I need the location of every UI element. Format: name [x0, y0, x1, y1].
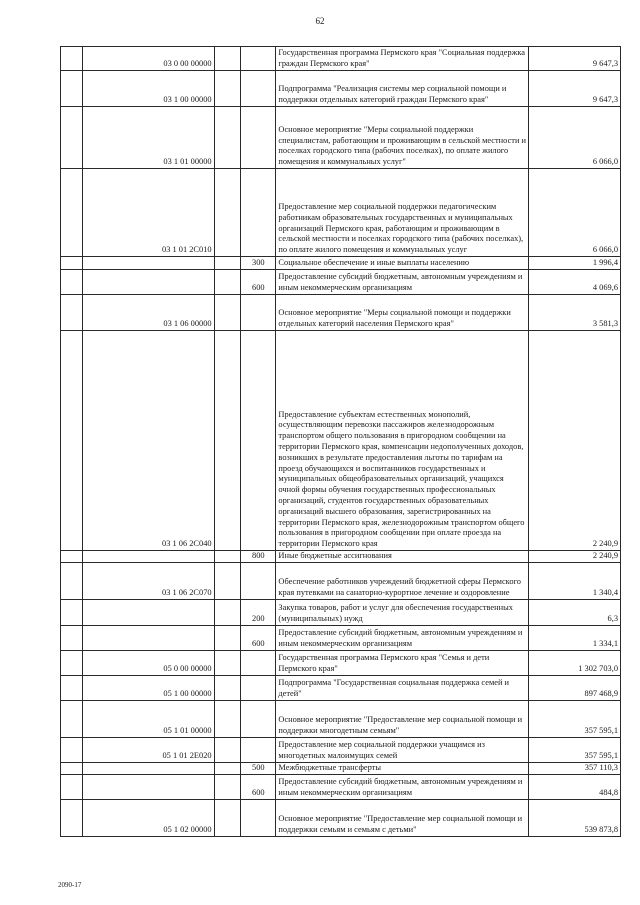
- expense-type-code: [241, 295, 276, 331]
- amount-value: 1 334,1: [529, 626, 621, 651]
- blank-cell: [214, 47, 241, 71]
- target-article-code: 03 1 06 2С070: [83, 563, 214, 600]
- amount-value: 6 066,0: [529, 169, 621, 257]
- blank-cell: [61, 331, 83, 551]
- expense-type-code: 800: [241, 551, 276, 563]
- target-article-code: [83, 270, 214, 295]
- target-article-code: 03 1 06 2С040: [83, 331, 214, 551]
- table-row: [61, 563, 621, 600]
- table-row: [61, 701, 621, 738]
- blank-cell: [61, 563, 83, 600]
- table-row: [61, 270, 621, 295]
- target-article-code: [83, 763, 214, 775]
- blank-cell: [61, 47, 83, 71]
- item-description: Основное мероприятие "Меры социальной помощи и поддержки отдельных категорий населения Пермского края": [276, 295, 529, 331]
- item-description: Предоставление мер социальной поддержки учащимся из многодетных малоимущих семей: [276, 738, 529, 763]
- amount-value: 1 996,4: [529, 257, 621, 270]
- item-description: Предоставление субъектам естественных монополий, осуществляющим перевозки пассажиров железнодорожным транспортом общего пользования в пригородном сообщении на территории Пермского края, компенсации недополученных доходов, возникших в результате предоставления льготы по тарифам на проезд обучающихся и воспитанников государственных и муниципальных общеобразовательных организаций, учащихся очной формы обучения государственных профессиональных организаций, студентов государственных образовательных организаций высшего образования, зарегистрированных на территории Пермского края, железнодорожным транспортом общего пользования в пригородном сообщении при оплате проезда на территории Пермского края: [276, 331, 529, 551]
- table-row: [61, 107, 621, 169]
- amount-value: 357 595,1: [529, 701, 621, 738]
- target-article-code: 03 1 01 2С010: [83, 169, 214, 257]
- table-row: [61, 775, 621, 800]
- target-article-code: 03 1 06 00000: [83, 295, 214, 331]
- table-row: [61, 738, 621, 763]
- table-row: [61, 295, 621, 331]
- blank-cell: [214, 676, 241, 701]
- target-article-code: 05 1 01 00000: [83, 701, 214, 738]
- table-row: [61, 626, 621, 651]
- table-row: [61, 331, 621, 551]
- blank-cell: [214, 270, 241, 295]
- target-article-code: 05 0 00 00000: [83, 651, 214, 676]
- item-description: Предоставление мер социальной поддержки педагогическим работникам образовательных государственных и муниципальных организаций Пермского края, работающим и проживающим в сельской местности и поселках городского типа (рабочих поселках), по оплате жилого помещения и коммунальных услуг: [276, 169, 529, 257]
- table-row: [61, 676, 621, 701]
- item-description: Государственная программа Пермского края "Социальная поддержка граждан Пермского края": [276, 47, 529, 71]
- amount-value: 539 873,8: [529, 800, 621, 837]
- expense-type-code: [241, 107, 276, 169]
- expense-type-code: [241, 676, 276, 701]
- amount-value: 4 069,6: [529, 270, 621, 295]
- item-description: Основное мероприятие "Предоставление мер социальной помощи и поддержки многодетным семьям": [276, 701, 529, 738]
- expense-type-code: 500: [241, 763, 276, 775]
- blank-cell: [61, 600, 83, 626]
- expense-type-code: [241, 651, 276, 676]
- target-article-code: 03 1 01 00000: [83, 107, 214, 169]
- table-row: [61, 47, 621, 71]
- blank-cell: [61, 800, 83, 837]
- blank-cell: [214, 257, 241, 270]
- budget-table-body: [61, 47, 621, 837]
- table-row: [61, 169, 621, 257]
- amount-value: 2 240,9: [529, 331, 621, 551]
- amount-value: 2 240,9: [529, 551, 621, 563]
- blank-cell: [214, 800, 241, 837]
- table-row: [61, 71, 621, 107]
- blank-cell: [61, 738, 83, 763]
- blank-cell: [214, 551, 241, 563]
- amount-value: 3 581,3: [529, 295, 621, 331]
- expense-type-code: 600: [241, 626, 276, 651]
- item-description: Основное мероприятие "Меры социальной поддержки специалистам, работающим и проживающим в сельской местности и поселках городского типа (рабочих поселках), по оплате жилого помещения и коммунальных услуг": [276, 107, 529, 169]
- item-description: Предоставление субсидий бюджетным, автономным учреждениям и иным некоммерческим организациям: [276, 270, 529, 295]
- item-description: Подпрограмма "Реализация системы мер социальной помощи и поддержки отдельных категорий граждан Пермского края": [276, 71, 529, 107]
- blank-cell: [61, 169, 83, 257]
- blank-cell: [214, 738, 241, 763]
- amount-value: 1 302 703,0: [529, 651, 621, 676]
- blank-cell: [61, 676, 83, 701]
- target-article-code: [83, 775, 214, 800]
- blank-cell: [214, 763, 241, 775]
- blank-cell: [214, 563, 241, 600]
- amount-value: 357 595,1: [529, 738, 621, 763]
- item-description: Подпрограмма "Государственная социальная поддержка семей и детей": [276, 676, 529, 701]
- expense-type-code: 600: [241, 270, 276, 295]
- blank-cell: [214, 169, 241, 257]
- target-article-code: 03 1 00 00000: [83, 71, 214, 107]
- blank-cell: [61, 295, 83, 331]
- expense-type-code: [241, 800, 276, 837]
- blank-cell: [61, 651, 83, 676]
- item-description: Межбюджетные трансферты: [276, 763, 529, 775]
- expense-type-code: [241, 331, 276, 551]
- budget-table: [60, 46, 621, 837]
- target-article-code: [83, 600, 214, 626]
- page-number: 62: [315, 16, 325, 26]
- item-description: Основное мероприятие "Предоставление мер социальной помощи и поддержки семьям и семьям с детьми": [276, 800, 529, 837]
- table-row: [61, 800, 621, 837]
- target-article-code: [83, 257, 214, 270]
- blank-cell: [61, 270, 83, 295]
- expense-type-code: [241, 563, 276, 600]
- target-article-code: 05 1 01 2Е020: [83, 738, 214, 763]
- document-code: 2090-17: [58, 881, 82, 889]
- item-description: Иные бюджетные ассигнования: [276, 551, 529, 563]
- blank-cell: [214, 651, 241, 676]
- blank-cell: [214, 295, 241, 331]
- blank-cell: [214, 107, 241, 169]
- blank-cell: [61, 626, 83, 651]
- table-row: [61, 651, 621, 676]
- blank-cell: [61, 701, 83, 738]
- blank-cell: [214, 71, 241, 107]
- amount-value: 357 110,3: [529, 763, 621, 775]
- expense-type-code: [241, 47, 276, 71]
- expense-type-code: [241, 738, 276, 763]
- amount-value: 1 340,4: [529, 563, 621, 600]
- item-description: Закупка товаров, работ и услуг для обеспечения государственных (муниципальных) нужд: [276, 600, 529, 626]
- target-article-code: [83, 626, 214, 651]
- target-article-code: 05 1 02 00000: [83, 800, 214, 837]
- expense-type-code: [241, 71, 276, 107]
- expense-type-code: 300: [241, 257, 276, 270]
- item-description: Предоставление субсидий бюджетным, автономным учреждениям и иным некоммерческим организациям: [276, 626, 529, 651]
- amount-value: 897 468,9: [529, 676, 621, 701]
- blank-cell: [214, 626, 241, 651]
- table-row: [61, 551, 621, 563]
- amount-value: 484,8: [529, 775, 621, 800]
- blank-cell: [61, 551, 83, 563]
- item-description: Предоставление субсидий бюджетным, автономным учреждениям и иным некоммерческим организациям: [276, 775, 529, 800]
- blank-cell: [214, 331, 241, 551]
- target-article-code: [83, 551, 214, 563]
- blank-cell: [61, 107, 83, 169]
- amount-value: 6,3: [529, 600, 621, 626]
- expense-type-code: [241, 169, 276, 257]
- expense-type-code: 600: [241, 775, 276, 800]
- amount-value: 9 647,3: [529, 71, 621, 107]
- blank-cell: [61, 257, 83, 270]
- table-row: [61, 257, 621, 270]
- target-article-code: 05 1 00 00000: [83, 676, 214, 701]
- amount-value: 6 066,0: [529, 107, 621, 169]
- blank-cell: [61, 775, 83, 800]
- blank-cell: [61, 763, 83, 775]
- item-description: Обеспечение работников учреждений бюджетной сферы Пермского края путевками на санаторно-курортное лечение и оздоровление: [276, 563, 529, 600]
- blank-cell: [61, 71, 83, 107]
- amount-value: 9 647,3: [529, 47, 621, 71]
- table-row: [61, 600, 621, 626]
- item-description: Государственная программа Пермского края "Семья и дети Пермского края": [276, 651, 529, 676]
- blank-cell: [214, 701, 241, 738]
- table-row: [61, 763, 621, 775]
- target-article-code: 03 0 00 00000: [83, 47, 214, 71]
- expense-type-code: [241, 701, 276, 738]
- item-description: Социальное обеспечение и иные выплаты населению: [276, 257, 529, 270]
- expense-type-code: 200: [241, 600, 276, 626]
- blank-cell: [214, 600, 241, 626]
- blank-cell: [214, 775, 241, 800]
